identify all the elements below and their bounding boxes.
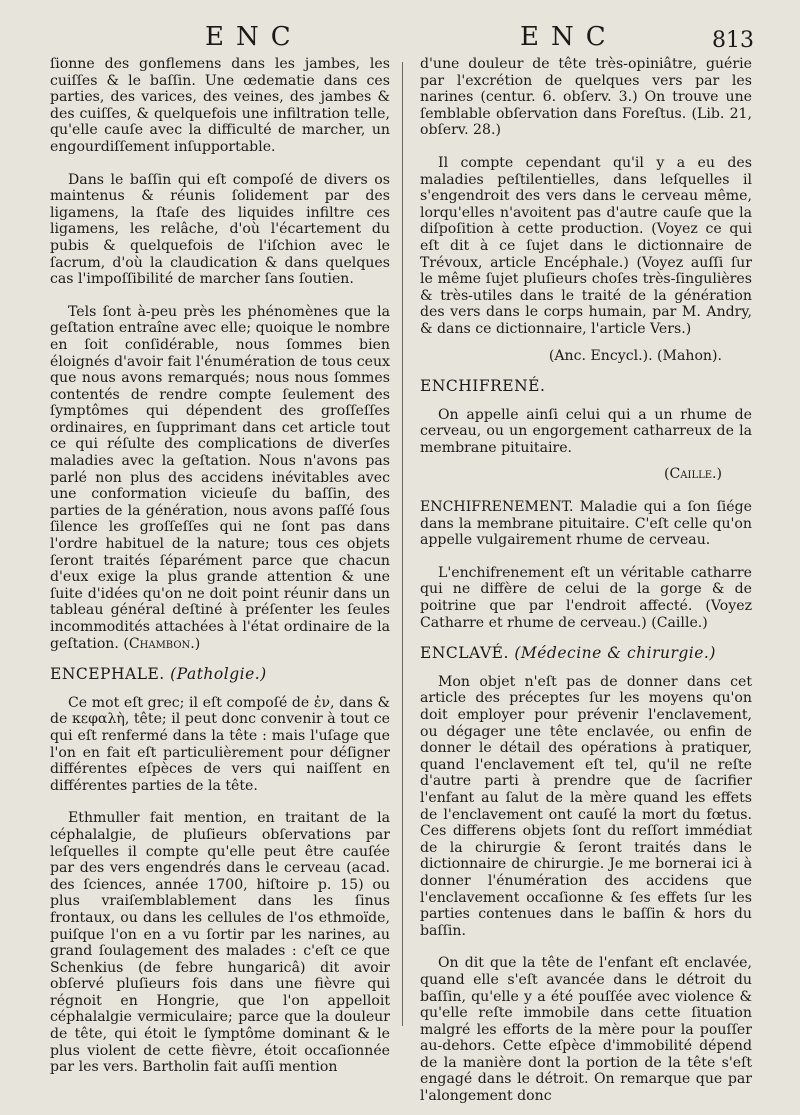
paragraph: On dit que la tête de l'enfant eſt enclavée, quand elle s'eſt avancée dans le détroit du baſſin, qu'elle y a été pouſſée avec violence & qu'elle reſte immobile dans cette ſituation malgré les efforts de la mère pour la pouſſer au-dehors. Cette eſpèce d'immobilité dépend de la manière dont la portion de la tête s'eſt engagé dans le détroit. On remarque que par l'alongement donc — [420, 955, 752, 1105]
heading-subject: (Médecine & chirurgie.) — [514, 644, 716, 663]
paragraph: L'enchifrenement eſt un véritable catharre qui ne diffère de celui de la gorge & de poitrine que par l'endroit affecté. (Voyez Catharre et rhume de cerveau.) (Caille.) — [420, 564, 752, 631]
author-signature: (Anc. Encycl.). (Mahon). — [548, 347, 722, 364]
heading-text: ENCLAVÉ. — [420, 644, 509, 663]
paragraph: ſionne des gonflemens dans les jambes, les cuiſſes & le baſſin. Une œdematie dans ces parties, des varices, des veines, des jambes & des cuiſſes, & quelquefois une infiltration telle, qu'elle cauſe avec la difficulté de marcher, un engourdiſſement inſupportable. — [50, 56, 390, 155]
paragraph: Il compte cependant qu'il y a eu des maladies peſtilentielles, dans leſquelles il s'engendroit des vers dans le cerveau même, lorqu'elles n'avoitent pas d'autre cauſe que la diſpoſition à cette production. (Voyez ce qui eſt dit à ce ſujet dans le dictionnaire de Trévoux, article Encéphale.) (Voyez auſſi ſur le même ſujet pluſieurs choſes très-ſingulières & très-utiles dans le traité de la génération des vers dans le corps humain, par M. Andry, & dans ce dictionnaire, l'article Vers.) — [420, 154, 752, 337]
running-head-left: ENC — [205, 22, 303, 52]
paragraph-text: Tels ſont à-peu près les phénomènes que la geſtation entraîne avec elle; quoique le nombre en ſoit conſidérable, nous ſommes bien éloignés d'avoir fait l'énumération de tous ceux que nous avons remarqués; nous nous ſommes contentés de rendre compte ſeulement des ſymptômes qui dépendent des groſſeſſes ordinaires, en ſupprimant dans cet article tout ce qui réſulte des complications de diverſes maladies avec la geſtation. Nous n'avons pas parlé non plus des accidens inévitables avec une conformation vicieuſe du baſſin, des parties de la génération, nous avons paſſé ſous ſilence les groſſeſſes qui ne ſont pas dans l'ordre habituel de la nature; tous ces objets ſeront traités ſéparément parce que chacun d'eux exige la plus grande attention & une ſuite d'idées qu'on ne doit point réunir dans un tableau général deſtiné à préſenter les ſeules incommodités attachées à l'état ordinaire de la geſtation. — [50, 303, 390, 652]
entry-heading-enchifrene: ENCHIFRENÉ. — [420, 377, 546, 396]
paragraph: d'une douleur de tête très-opiniâtre, guérie par l'excrétion de quelques vers par les narines (centur. 6. obſerv. 3.) On trouve une ſemblable obſervation dans Foreſtus. (Lib. 21, obſerv. 28.) — [420, 56, 752, 139]
paragraph: Ethmuller fait mention, en traitant de la céphalalgie, de pluſieurs obſervations par leſquelles il compte qu'elle peut être cauſée par des vers engendrés dans le cerveau (acad. des ſciences, année 1700, hiſtoire p. 15) ou plus vraiſemblablement dans les ſinus frontaux, ou dans les cellules de l'os ethmoïde, puiſque l'on en a vu ſortir par les narines, au grand ſoulagement des malades : c'eſt ce que Schenkius (de febre hungaricâ) dit avoir obſervé pluſieurs fois dans une fièvre qui régnoit en Hongrie, que l'on appelloit céphalalgie vermiculaire; parce que la douleur de tête, qui étoit le ſymptôme dominant & le plus violent de cette fièvre, étoit occaſionnée par les vers. Bartholin fait auſſi mention — [50, 810, 390, 1076]
paragraph: On appelle ainſi celui qui a un rhume de cerveau, ou un engorgement catharreux de la membrane pituitaire. — [420, 406, 752, 456]
entry-heading-encephale — [50, 666, 390, 683]
page-number: 813 — [712, 28, 754, 53]
author-signature: (Chambon.) — [123, 635, 201, 652]
running-head-right: ENC — [520, 22, 618, 52]
entry-heading-enchifrenement: ENCHIFRENEMENT. — [420, 499, 574, 516]
column-divider — [402, 62, 403, 1026]
right-column — [420, 56, 752, 1115]
paragraph-text: Maladie qui a ſon ſiége dans la membrane pituitaire. C'eſt celle qu'on appelle vulgairement rhume de cerveau. — [420, 499, 753, 549]
author-signature: (Caille.) — [663, 466, 722, 483]
entry-heading-enclave — [420, 645, 752, 662]
heading-subject: (Patholgie.) — [170, 665, 267, 684]
heading-text: ENCEPHALE. — [50, 665, 165, 684]
paragraph: Mon objet n'eſt pas de donner dans cet article des préceptes ſur les moyens qu'on doit employer pour prévenir l'enclavement, ou dégager une tête enclavée, ou enfin de donner le détail des opérations à pratiquer, quand l'enclavement eſt tel, qu'il ne reſte d'autre parti à prendre que de ſacrifier l'enfant au ſalut de la mère quand les effets de l'enclavement ont cauſé la mort du fœtus. Ces differens objets ſont du reſſort immédiat de la chirurgie & ſeront traités dans le dictionnaire de chirurgie. Je me bornerai ici à donner l'énumération des accidens que l'enclavement occaſionne & ſes effets ſur les parties contenues dans le baſſin & hors du baſſin. — [420, 673, 752, 939]
left-column — [50, 56, 390, 1086]
paragraph: Dans le baſſin qui eſt compoſé de divers os maintenus & réunis ſolidement par des ligamens, la ſtaſe des liquides infiltre ces ligamens, les relâche, d'où l'écartement du pubis & quelquefois de l'iſchion avec le ſacrum, d'où la claudication & dans quelques cas l'impoſſibilité de marcher ſans ſoutien. — [50, 171, 390, 288]
paragraph — [50, 304, 390, 652]
paragraph — [420, 499, 752, 549]
paragraph: Ce mot eſt grec; il eſt compoſé de ἐν, dans & de κεφαλὴ, tête; il peut donc convenir à tout ce qui eſt renfermé dans la tête : mais l'uſage que l'on en fait eſt particulièrement pour déſigner différentes eſpèces de vers qui naiſſent en différentes parties de la tête. — [50, 694, 390, 794]
